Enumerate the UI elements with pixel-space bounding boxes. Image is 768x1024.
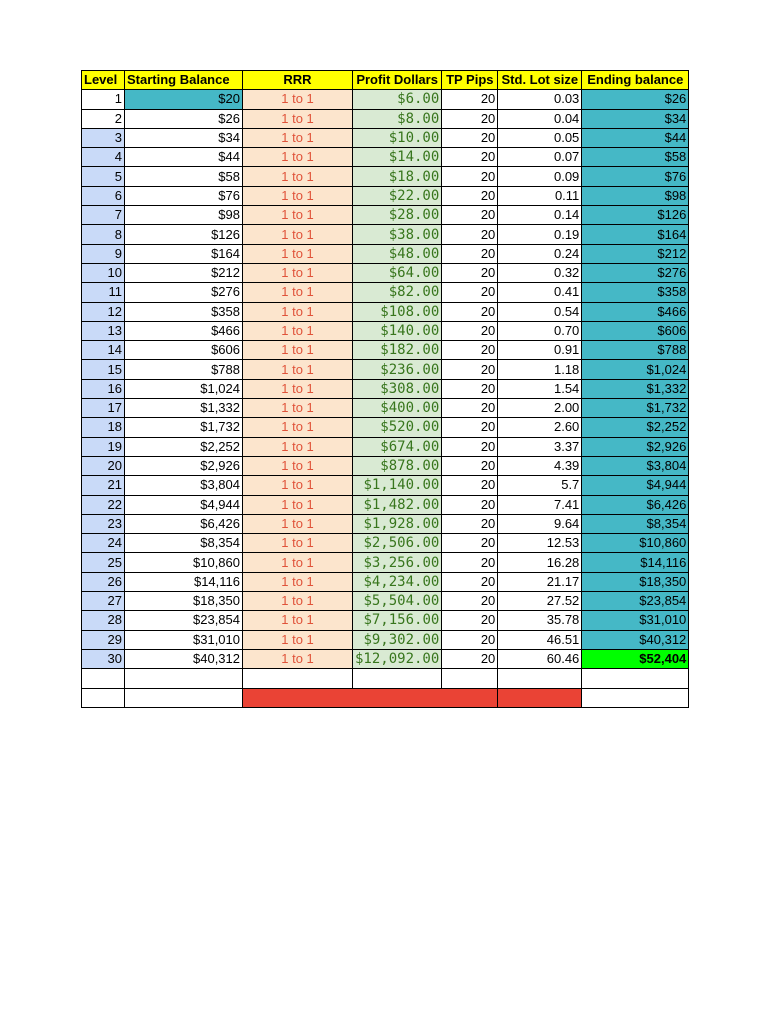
tp-pips-cell[interactable]: 20 — [442, 379, 498, 398]
rrr-cell[interactable]: 1 to 1 — [243, 495, 353, 514]
rrr-cell[interactable]: 1 to 1 — [243, 90, 353, 109]
header-starting-balance[interactable]: Starting Balance — [125, 71, 243, 90]
profit-dollars-cell[interactable]: $140.00 — [353, 321, 442, 340]
starting-balance-cell[interactable]: $126 — [125, 225, 243, 244]
level-cell[interactable]: 16 — [82, 379, 125, 398]
table-row — [82, 649, 689, 668]
profit-dollars-cell[interactable]: $2,506.00 — [353, 534, 442, 553]
starting-balance-cell[interactable]: $2,926 — [125, 456, 243, 475]
rrr-cell[interactable]: 1 to 1 — [243, 167, 353, 186]
tp-pips-cell[interactable]: 20 — [442, 321, 498, 340]
starting-balance-cell[interactable]: $44 — [125, 148, 243, 167]
tp-pips-cell[interactable]: 20 — [442, 572, 498, 591]
lot-size-cell[interactable]: 9.64 — [498, 514, 582, 533]
ending-balance-cell[interactable]: $6,426 — [582, 495, 689, 514]
rrr-cell[interactable]: 1 to 1 — [243, 109, 353, 128]
level-cell[interactable]: 2 — [82, 109, 125, 128]
starting-balance-cell[interactable]: $3,804 — [125, 476, 243, 495]
profit-dollars-cell[interactable]: $1,928.00 — [353, 514, 442, 533]
ending-balance-cell[interactable]: $4,944 — [582, 476, 689, 495]
level-cell[interactable]: 9 — [82, 244, 125, 263]
starting-balance-cell[interactable]: $18,350 — [125, 592, 243, 611]
profit-dollars-cell[interactable]: $38.00 — [353, 225, 442, 244]
starting-balance-cell[interactable]: $788 — [125, 360, 243, 379]
ending-balance-cell[interactable]: $1,024 — [582, 360, 689, 379]
profit-dollars-cell[interactable]: $14.00 — [353, 148, 442, 167]
ending-balance-cell[interactable]: $276 — [582, 263, 689, 282]
lot-size-cell[interactable]: 27.52 — [498, 592, 582, 611]
tp-pips-cell[interactable]: 20 — [442, 244, 498, 263]
ending-balance-cell[interactable]: $2,926 — [582, 437, 689, 456]
level-cell[interactable]: 29 — [82, 630, 125, 649]
ending-balance-cell[interactable]: $1,332 — [582, 379, 689, 398]
level-cell[interactable]: 21 — [82, 476, 125, 495]
rrr-cell[interactable]: 1 to 1 — [243, 592, 353, 611]
level-cell[interactable]: 27 — [82, 592, 125, 611]
profit-dollars-cell[interactable]: $3,256.00 — [353, 553, 442, 572]
level-cell[interactable]: 15 — [82, 360, 125, 379]
ending-balance-cell[interactable]: $606 — [582, 321, 689, 340]
ending-balance-cell[interactable]: $52,404 — [582, 649, 689, 668]
starting-balance-cell[interactable]: $2,252 — [125, 437, 243, 456]
profit-dollars-cell[interactable]: $7,156.00 — [353, 611, 442, 630]
ending-balance-cell[interactable]: $164 — [582, 225, 689, 244]
starting-balance-cell[interactable]: $34 — [125, 128, 243, 147]
lot-size-cell[interactable]: 0.91 — [498, 341, 582, 360]
tp-pips-cell[interactable]: 20 — [442, 476, 498, 495]
table-row — [82, 206, 689, 225]
empty-cell[interactable] — [243, 669, 353, 688]
tp-pips-cell[interactable]: 20 — [442, 630, 498, 649]
table-row — [82, 225, 689, 244]
starting-balance-cell[interactable]: $8,354 — [125, 534, 243, 553]
table-row — [82, 302, 689, 321]
header-level[interactable]: Level — [82, 71, 125, 90]
ending-balance-cell[interactable]: $466 — [582, 302, 689, 321]
table-row — [82, 418, 689, 437]
tp-pips-cell[interactable]: 20 — [442, 302, 498, 321]
lot-size-cell[interactable]: 5.7 — [498, 476, 582, 495]
level-cell[interactable]: 20 — [82, 456, 125, 475]
profit-dollars-cell[interactable]: $9,302.00 — [353, 630, 442, 649]
empty-row — [82, 688, 689, 707]
lot-size-cell[interactable]: 2.00 — [498, 399, 582, 418]
rrr-cell[interactable]: 1 to 1 — [243, 206, 353, 225]
table-row — [82, 553, 689, 572]
profit-dollars-cell[interactable]: $400.00 — [353, 399, 442, 418]
rrr-cell[interactable]: 1 to 1 — [243, 148, 353, 167]
ending-balance-cell[interactable]: $3,804 — [582, 456, 689, 475]
lot-size-cell[interactable]: 0.11 — [498, 186, 582, 205]
starting-balance-cell[interactable]: $6,426 — [125, 514, 243, 533]
rrr-cell[interactable]: 1 to 1 — [243, 186, 353, 205]
tp-pips-cell[interactable]: 20 — [442, 263, 498, 282]
table-row — [82, 167, 689, 186]
rrr-cell[interactable]: 1 to 1 — [243, 418, 353, 437]
profit-dollars-cell[interactable]: $48.00 — [353, 244, 442, 263]
empty-cell[interactable] — [498, 669, 582, 688]
table-row — [82, 128, 689, 147]
starting-balance-cell[interactable]: $23,854 — [125, 611, 243, 630]
tp-pips-cell[interactable]: 20 — [442, 167, 498, 186]
rrr-cell[interactable]: 1 to 1 — [243, 128, 353, 147]
profit-dollars-cell[interactable]: $878.00 — [353, 456, 442, 475]
ending-balance-cell[interactable]: $2,252 — [582, 418, 689, 437]
level-cell[interactable]: 6 — [82, 186, 125, 205]
table-row — [82, 456, 689, 475]
profit-dollars-cell[interactable]: $12,092.00 — [353, 649, 442, 668]
profit-dollars-cell[interactable]: $1,482.00 — [353, 495, 442, 514]
rrr-cell[interactable]: 1 to 1 — [243, 360, 353, 379]
header-rrr[interactable]: RRR — [243, 71, 353, 90]
rrr-cell[interactable]: 1 to 1 — [243, 283, 353, 302]
level-cell[interactable]: 11 — [82, 283, 125, 302]
empty-cell[interactable] — [582, 669, 689, 688]
level-cell[interactable]: 3 — [82, 128, 125, 147]
lot-size-cell[interactable]: 0.24 — [498, 244, 582, 263]
level-cell[interactable]: 7 — [82, 206, 125, 225]
lot-size-cell[interactable]: 35.78 — [498, 611, 582, 630]
level-cell[interactable]: 5 — [82, 167, 125, 186]
starting-balance-cell[interactable]: $276 — [125, 283, 243, 302]
lot-size-cell[interactable]: 0.70 — [498, 321, 582, 340]
level-cell[interactable]: 13 — [82, 321, 125, 340]
ending-balance-cell[interactable]: $358 — [582, 283, 689, 302]
ending-balance-cell[interactable]: $18,350 — [582, 572, 689, 591]
table-row — [82, 514, 689, 533]
header-lot-size[interactable]: Std. Lot size — [498, 71, 582, 90]
rrr-cell[interactable]: 1 to 1 — [243, 514, 353, 533]
profit-dollars-cell[interactable]: $6.00 — [353, 90, 442, 109]
starting-balance-cell[interactable]: $358 — [125, 302, 243, 321]
level-cell[interactable]: 1 — [82, 90, 125, 109]
profit-dollars-cell[interactable]: $4,234.00 — [353, 572, 442, 591]
table-row — [82, 263, 689, 282]
tp-pips-cell[interactable]: 20 — [442, 437, 498, 456]
empty-cell[interactable] — [442, 669, 498, 688]
profit-dollars-cell[interactable]: $182.00 — [353, 341, 442, 360]
tp-pips-cell[interactable]: 20 — [442, 283, 498, 302]
empty-cell[interactable] — [82, 688, 125, 707]
rrr-cell[interactable]: 1 to 1 — [243, 321, 353, 340]
lot-size-cell[interactable]: 0.04 — [498, 109, 582, 128]
tp-pips-cell[interactable]: 20 — [442, 611, 498, 630]
rrr-cell[interactable]: 1 to 1 — [243, 572, 353, 591]
level-cell[interactable]: 23 — [82, 514, 125, 533]
empty-cell[interactable] — [353, 669, 442, 688]
profit-dollars-cell[interactable]: $22.00 — [353, 186, 442, 205]
level-cell[interactable]: 19 — [82, 437, 125, 456]
starting-balance-cell[interactable]: $14,116 — [125, 572, 243, 591]
level-cell[interactable]: 10 — [82, 263, 125, 282]
tp-pips-cell[interactable]: 20 — [442, 649, 498, 668]
profit-dollars-cell[interactable]: $236.00 — [353, 360, 442, 379]
table-row — [82, 283, 689, 302]
table-row — [82, 341, 689, 360]
ending-balance-cell[interactable]: $40,312 — [582, 630, 689, 649]
table-row — [82, 437, 689, 456]
starting-balance-cell[interactable]: $1,024 — [125, 379, 243, 398]
starting-balance-cell[interactable]: $1,732 — [125, 418, 243, 437]
table-row — [82, 186, 689, 205]
level-cell[interactable]: 4 — [82, 148, 125, 167]
lot-size-cell[interactable]: 2.60 — [498, 418, 582, 437]
lot-size-cell[interactable]: 0.32 — [498, 263, 582, 282]
level-cell[interactable]: 8 — [82, 225, 125, 244]
lot-size-cell[interactable]: 60.46 — [498, 649, 582, 668]
table-row — [82, 476, 689, 495]
header-profit-dollars[interactable]: Profit Dollars — [353, 71, 442, 90]
profit-dollars-cell[interactable]: $674.00 — [353, 437, 442, 456]
profit-dollars-cell[interactable]: $28.00 — [353, 206, 442, 225]
level-cell[interactable]: 22 — [82, 495, 125, 514]
tp-pips-cell[interactable]: 20 — [442, 534, 498, 553]
table-row — [82, 399, 689, 418]
empty-cell[interactable] — [582, 688, 689, 707]
ending-balance-cell[interactable]: $212 — [582, 244, 689, 263]
rrr-cell[interactable]: 1 to 1 — [243, 379, 353, 398]
ending-balance-cell[interactable]: $58 — [582, 148, 689, 167]
starting-balance-cell[interactable]: $58 — [125, 167, 243, 186]
profit-dollars-cell[interactable]: $108.00 — [353, 302, 442, 321]
ending-balance-cell[interactable]: $8,354 — [582, 514, 689, 533]
profit-dollars-cell[interactable]: $64.00 — [353, 263, 442, 282]
tp-pips-cell[interactable]: 20 — [442, 418, 498, 437]
starting-balance-cell[interactable]: $212 — [125, 263, 243, 282]
ending-balance-cell[interactable]: $1,732 — [582, 399, 689, 418]
level-cell[interactable]: 14 — [82, 341, 125, 360]
rrr-cell[interactable]: 1 to 1 — [243, 456, 353, 475]
table-row — [82, 630, 689, 649]
table-row — [82, 379, 689, 398]
lot-size-cell[interactable]: 1.18 — [498, 360, 582, 379]
lot-size-cell[interactable]: 21.17 — [498, 572, 582, 591]
ending-balance-cell[interactable]: $788 — [582, 341, 689, 360]
profit-dollars-cell[interactable]: $5,504.00 — [353, 592, 442, 611]
empty-cell[interactable] — [82, 669, 125, 688]
rrr-cell[interactable]: 1 to 1 — [243, 611, 353, 630]
starting-balance-cell[interactable]: $606 — [125, 341, 243, 360]
table-row — [82, 572, 689, 591]
rrr-cell[interactable]: 1 to 1 — [243, 476, 353, 495]
level-cell[interactable]: 24 — [82, 534, 125, 553]
rrr-cell[interactable]: 1 to 1 — [243, 302, 353, 321]
empty-row — [82, 669, 689, 688]
rrr-cell[interactable]: 1 to 1 — [243, 341, 353, 360]
ending-balance-cell[interactable]: $14,116 — [582, 553, 689, 572]
ending-balance-cell[interactable]: $26 — [582, 90, 689, 109]
header-tp-pips[interactable]: TP Pips — [442, 71, 498, 90]
table-row — [82, 534, 689, 553]
profit-dollars-cell[interactable]: $1,140.00 — [353, 476, 442, 495]
starting-balance-cell[interactable]: $4,944 — [125, 495, 243, 514]
spreadsheet-table — [81, 70, 689, 708]
table-row — [82, 321, 689, 340]
table-row — [82, 109, 689, 128]
rrr-cell[interactable]: 1 to 1 — [243, 437, 353, 456]
table-row — [82, 90, 689, 109]
level-cell[interactable]: 12 — [82, 302, 125, 321]
lot-size-cell[interactable]: 46.51 — [498, 630, 582, 649]
lot-size-cell[interactable]: 0.54 — [498, 302, 582, 321]
lot-size-cell[interactable]: 0.19 — [498, 225, 582, 244]
level-cell[interactable]: 30 — [82, 649, 125, 668]
lot-size-cell[interactable]: 0.05 — [498, 128, 582, 147]
profit-dollars-cell[interactable]: $82.00 — [353, 283, 442, 302]
tp-pips-cell[interactable]: 20 — [442, 592, 498, 611]
starting-balance-cell[interactable]: $98 — [125, 206, 243, 225]
table-row — [82, 148, 689, 167]
ending-balance-cell[interactable]: $44 — [582, 128, 689, 147]
rrr-cell[interactable]: 1 to 1 — [243, 534, 353, 553]
rrr-cell[interactable]: 1 to 1 — [243, 553, 353, 572]
starting-balance-cell[interactable]: $26 — [125, 109, 243, 128]
lot-size-cell[interactable]: 7.41 — [498, 495, 582, 514]
ending-balance-cell[interactable]: $76 — [582, 167, 689, 186]
profit-dollars-cell[interactable]: $18.00 — [353, 167, 442, 186]
header-ending-balance[interactable]: Ending balance — [582, 71, 689, 90]
ending-balance-cell[interactable]: $34 — [582, 109, 689, 128]
starting-balance-cell[interactable]: $31,010 — [125, 630, 243, 649]
tp-pips-cell[interactable]: 20 — [442, 495, 498, 514]
ending-balance-cell[interactable]: $10,860 — [582, 534, 689, 553]
red-highlight-bar[interactable] — [243, 688, 498, 707]
starting-balance-cell[interactable]: $76 — [125, 186, 243, 205]
table-row — [82, 495, 689, 514]
rrr-cell[interactable]: 1 to 1 — [243, 630, 353, 649]
rrr-cell[interactable]: 1 to 1 — [243, 244, 353, 263]
empty-cell[interactable] — [498, 688, 582, 707]
starting-balance-cell[interactable]: $10,860 — [125, 553, 243, 572]
tp-pips-cell[interactable]: 20 — [442, 514, 498, 533]
ending-balance-cell[interactable]: $126 — [582, 206, 689, 225]
profit-dollars-cell[interactable]: $8.00 — [353, 109, 442, 128]
ending-balance-cell[interactable]: $31,010 — [582, 611, 689, 630]
profit-dollars-cell[interactable]: $10.00 — [353, 128, 442, 147]
level-cell[interactable]: 25 — [82, 553, 125, 572]
tp-pips-cell[interactable]: 20 — [442, 206, 498, 225]
rrr-cell[interactable]: 1 to 1 — [243, 263, 353, 282]
rrr-cell[interactable]: 1 to 1 — [243, 225, 353, 244]
table-row — [82, 611, 689, 630]
level-cell[interactable]: 18 — [82, 418, 125, 437]
table-row — [82, 244, 689, 263]
tp-pips-cell[interactable]: 20 — [442, 456, 498, 475]
lot-size-cell[interactable]: 16.28 — [498, 553, 582, 572]
empty-cell[interactable] — [125, 688, 243, 707]
tp-pips-cell[interactable]: 20 — [442, 225, 498, 244]
level-cell[interactable]: 17 — [82, 399, 125, 418]
header-row — [82, 71, 689, 90]
rrr-cell[interactable]: 1 to 1 — [243, 649, 353, 668]
lot-size-cell[interactable]: 0.03 — [498, 90, 582, 109]
lot-size-cell[interactable]: 0.41 — [498, 283, 582, 302]
profit-dollars-cell[interactable]: $520.00 — [353, 418, 442, 437]
tp-pips-cell[interactable]: 20 — [442, 399, 498, 418]
starting-balance-cell[interactable]: $20 — [125, 90, 243, 109]
tp-pips-cell[interactable]: 20 — [442, 109, 498, 128]
starting-balance-cell[interactable]: $466 — [125, 321, 243, 340]
tp-pips-cell[interactable]: 20 — [442, 90, 498, 109]
lot-size-cell[interactable]: 0.07 — [498, 148, 582, 167]
starting-balance-cell[interactable]: $40,312 — [125, 649, 243, 668]
tp-pips-cell[interactable]: 20 — [442, 148, 498, 167]
empty-cell[interactable] — [125, 669, 243, 688]
starting-balance-cell[interactable]: $1,332 — [125, 399, 243, 418]
tp-pips-cell[interactable]: 20 — [442, 186, 498, 205]
ending-balance-cell[interactable]: $98 — [582, 186, 689, 205]
table-row — [82, 592, 689, 611]
level-cell[interactable]: 26 — [82, 572, 125, 591]
table-row — [82, 360, 689, 379]
lot-size-cell[interactable]: 0.14 — [498, 206, 582, 225]
profit-dollars-cell[interactable]: $308.00 — [353, 379, 442, 398]
lot-size-cell[interactable]: 3.37 — [498, 437, 582, 456]
tp-pips-cell[interactable]: 20 — [442, 128, 498, 147]
lot-size-cell[interactable]: 4.39 — [498, 456, 582, 475]
tp-pips-cell[interactable]: 20 — [442, 553, 498, 572]
tp-pips-cell[interactable]: 20 — [442, 341, 498, 360]
lot-size-cell[interactable]: 0.09 — [498, 167, 582, 186]
tp-pips-cell[interactable]: 20 — [442, 360, 498, 379]
rrr-cell[interactable]: 1 to 1 — [243, 399, 353, 418]
lot-size-cell[interactable]: 1.54 — [498, 379, 582, 398]
starting-balance-cell[interactable]: $164 — [125, 244, 243, 263]
ending-balance-cell[interactable]: $23,854 — [582, 592, 689, 611]
level-cell[interactable]: 28 — [82, 611, 125, 630]
lot-size-cell[interactable]: 12.53 — [498, 534, 582, 553]
